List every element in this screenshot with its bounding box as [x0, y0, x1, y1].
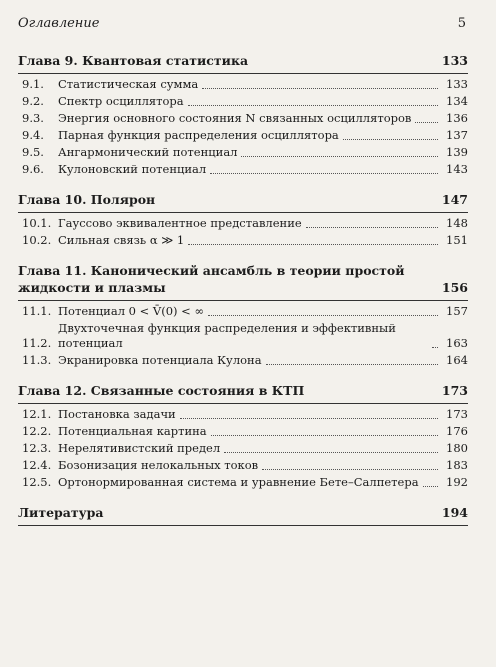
toc-entry[interactable]: [18, 77, 468, 92]
section-title: Потенциальная картина: [58, 424, 207, 438]
section-number: 9.3.: [22, 111, 44, 125]
dot-leader: [262, 469, 438, 470]
toc-entry[interactable]: [18, 216, 468, 231]
section-page: 143: [446, 162, 468, 176]
literature-title: Литература: [18, 505, 104, 520]
section-page: 134: [446, 94, 468, 108]
section-title: Двухточечная функция распределения и эффективный потенциал: [58, 321, 396, 350]
chapter-page: 133: [441, 53, 468, 68]
dot-leader: [202, 88, 438, 89]
section-number: 9.4.: [22, 128, 44, 142]
chapter-page: 147: [441, 192, 468, 207]
dot-leader: [306, 227, 438, 228]
dot-leader: [211, 435, 438, 436]
dot-leader: [343, 139, 438, 140]
section-title: Ангармонический потенциал: [58, 145, 238, 159]
section-title: Спектр осциллятора: [58, 94, 184, 108]
section-title: Бозонизация нелокальных токов: [58, 458, 259, 472]
section-page: 151: [446, 233, 468, 247]
chapter-9: [18, 52, 468, 177]
literature-entry[interactable]: [18, 504, 468, 526]
toc-entry[interactable]: [18, 128, 468, 143]
toc-entry[interactable]: [18, 407, 468, 422]
section-page: 139: [446, 145, 468, 159]
section-title: Сильная связь α ≫ 1: [58, 233, 185, 247]
section-title: Статистическая сумма: [58, 77, 199, 91]
section-page: 176: [446, 424, 468, 438]
section-number: 10.2.: [22, 233, 52, 247]
chapter-11: [18, 262, 468, 368]
toc-entry[interactable]: [18, 233, 468, 248]
dot-leader: [423, 486, 438, 487]
toc-entry[interactable]: [18, 424, 468, 439]
toc-entry[interactable]: [18, 321, 468, 351]
chapter-heading[interactable]: [18, 262, 468, 301]
dot-leader: [188, 105, 438, 106]
section-page: 133: [446, 77, 468, 91]
chapter-heading[interactable]: [18, 52, 468, 74]
section-page: 163: [446, 336, 468, 350]
section-title: Нерелятивистский предел: [58, 441, 221, 455]
toc-entry[interactable]: [18, 441, 468, 456]
dot-leader: [210, 173, 438, 174]
dot-leader: [180, 418, 438, 419]
section-number: 12.3.: [22, 441, 52, 455]
chapter-title: Глава 12. Связанные состояния в КТП: [18, 383, 305, 398]
dot-leader: [224, 452, 438, 453]
dot-leader: [241, 156, 438, 157]
section-number: 12.5.: [22, 475, 52, 489]
chapter-page: 173: [441, 383, 468, 398]
toc-entry[interactable]: [18, 353, 468, 368]
section-page: 148: [446, 216, 468, 230]
chapter-title: Глава 11. Канонический ансамбль в теории простой жидкости и плазмы: [18, 263, 405, 295]
toc-entry[interactable]: [18, 94, 468, 109]
section-title: Потенциал 0 < V̄(0) < ∞: [58, 304, 205, 318]
section-page: 164: [446, 353, 468, 367]
section-title: Энергия основного состояния N связанных осцилляторов: [58, 111, 412, 125]
section-number: 9.1.: [22, 77, 44, 91]
section-number: 12.4.: [22, 458, 52, 472]
chapter-12: [18, 382, 468, 490]
section-title: Экранировка потенциала Кулона: [58, 353, 262, 367]
section-number: 9.5.: [22, 145, 44, 159]
section-title: Гауссово эквивалентное представление: [58, 216, 302, 230]
dot-leader: [432, 347, 438, 348]
dot-leader: [266, 364, 438, 365]
chapter-heading[interactable]: [18, 382, 468, 404]
dot-leader: [188, 244, 438, 245]
section-page: 180: [446, 441, 468, 455]
section-number: 11.3.: [22, 353, 52, 367]
chapter-10: [18, 191, 468, 248]
toc-entry[interactable]: [18, 304, 468, 319]
literature-page: 194: [441, 505, 468, 520]
section-page: 173: [446, 407, 468, 421]
chapter-title: Глава 10. Полярон: [18, 192, 156, 207]
section-page: 183: [446, 458, 468, 472]
page-number: 5: [457, 16, 466, 31]
dot-leader: [208, 315, 438, 316]
dot-leader: [415, 122, 438, 123]
section-number: 11.2.: [22, 336, 52, 350]
chapter-heading[interactable]: [18, 191, 468, 213]
section-number: 11.1.: [22, 304, 52, 318]
section-page: 192: [446, 475, 468, 489]
toc-entry[interactable]: [18, 458, 468, 473]
section-title: Парная функция распределения осциллятора: [58, 128, 339, 142]
section-title: Ортонормированная система и уравнение Бете–Салпетера: [58, 475, 419, 489]
section-number: 9.2.: [22, 94, 44, 108]
toc-entry[interactable]: [18, 145, 468, 160]
table-of-contents: [18, 52, 468, 526]
section-title: Кулоновский потенциал: [58, 162, 207, 176]
section-title: Постановка задачи: [58, 407, 176, 421]
chapter-title: Глава 9. Квантовая статистика: [18, 53, 249, 68]
section-page: 157: [446, 304, 468, 318]
toc-entry[interactable]: [18, 475, 468, 490]
section-page: 136: [446, 111, 468, 125]
section-number: 10.1.: [22, 216, 52, 230]
section-number: 9.6.: [22, 162, 44, 176]
chapter-page: 156: [441, 280, 468, 295]
section-page: 137: [446, 128, 468, 142]
toc-entry[interactable]: [18, 162, 468, 177]
running-title: Оглавление: [18, 16, 100, 31]
toc-entry[interactable]: [18, 111, 468, 126]
section-number: 12.1.: [22, 407, 52, 421]
section-number: 12.2.: [22, 424, 52, 438]
